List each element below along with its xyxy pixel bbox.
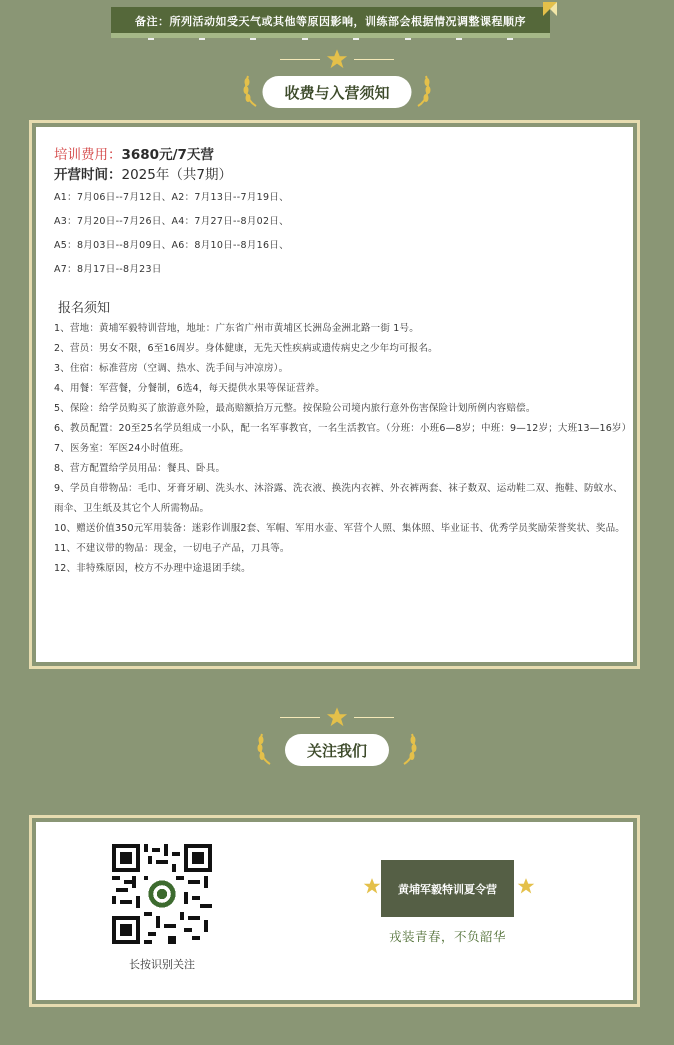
schedule-line: A1：7月06日--7月12日、A2：7月13日--7月19日、 xyxy=(54,192,289,203)
banner-dots xyxy=(111,38,550,41)
rule-item: 5、保险：给学员购买了旅游意外险，最高赔额拾万元整。按保险公司境内旅行意外伤害保险计划所例内容赔偿。 xyxy=(54,403,536,414)
rule-item: 6、教员配置：20至25名学员组成一小队，配一名军事教官，一名生活教官。（分班：小班6—8岁；中班：9—12岁；大班13—16岁） xyxy=(54,423,632,434)
open-row xyxy=(54,163,232,183)
follow-card-inner xyxy=(36,822,633,1000)
rule-item: 7、医务室：军医24小时值班。 xyxy=(54,443,190,454)
fees-card-inner xyxy=(36,127,633,662)
note-text: 备注：所列活动如受天气或其他等原因影响，训练部会根据情况调整课程顺序 xyxy=(135,15,526,28)
header-line-left xyxy=(280,59,320,60)
star-icon xyxy=(363,877,381,895)
qr-caption: 长按识别关注 xyxy=(129,958,195,971)
open-value: 2025年（共7期） xyxy=(121,167,232,183)
section-title-fees: 收费与入营须知 xyxy=(262,76,411,108)
rule-item: 11、不建议带的物品：现金，一切电子产品，刀具等。 xyxy=(54,543,290,554)
star-icon xyxy=(326,48,348,70)
slogan: 戎装青春，不负韶华 xyxy=(388,929,506,944)
corner-flag-icon xyxy=(541,0,559,18)
rules-title: 报名须知 xyxy=(58,301,111,316)
rule-item: 9、学员自带物品：毛巾、牙膏牙刷、洗头水、沐浴露、洗衣液、换洗内衣裤、外衣裤两套、袜子数双、运动鞋二双、拖鞋、防蚊水、雨伞、卫生纸及其它个人所需物品。 xyxy=(54,483,623,514)
header-line-right xyxy=(354,59,394,60)
rule-item: 12、非特殊原因，校方不办理中途退团手续。 xyxy=(54,563,251,574)
rule-item: 3、住宿：标准营房（空调、热水、洗手间与冲凉房）。 xyxy=(54,363,289,374)
qr-code-icon[interactable] xyxy=(112,844,212,944)
rule-item: 2、营员：男女不限，6至16周岁。身体健康，无先天性疾病或遗传病史之少年均可报名。 xyxy=(54,343,438,354)
section-header-follow xyxy=(0,706,674,776)
rule-item: 4、用餐：军营餐，分餐制，6选4，每天提供水果等保证营养。 xyxy=(54,383,325,394)
section-header-fees xyxy=(0,48,674,118)
schedule-line: A7：8月17日--8月23日 xyxy=(54,264,162,275)
open-label: 开营时间： xyxy=(54,167,122,183)
rule-item: 8、营方配置给学员用品：餐具、卧具。 xyxy=(54,463,226,474)
follow-card xyxy=(29,815,640,1007)
rule-item: 1、营地：黄埔军毅特训营地，地址：广东省广州市黄埔区长洲岛金洲北路一街 1号。 xyxy=(54,323,419,334)
fee-label: 培训费用： xyxy=(54,147,122,163)
schedule-line: A3：7月20日--7月26日、A4：7月27日--8月02日、 xyxy=(54,216,289,227)
laurel-right-icon xyxy=(398,730,418,766)
laurel-left-icon xyxy=(256,730,276,766)
section-title-follow: 关注我们 xyxy=(285,734,389,766)
fee-row xyxy=(54,143,214,163)
fee-value: 3680元/7天营 xyxy=(121,147,214,163)
star-icon xyxy=(517,877,535,895)
rules-list xyxy=(54,319,632,579)
header-line-right xyxy=(354,717,394,718)
schedule-line: A5：8月03日--8月09日、A6：8月10日--8月16日、 xyxy=(54,240,289,251)
brand-name-box: 黄埔军毅特训夏令营 xyxy=(381,860,514,917)
note-banner xyxy=(111,7,550,38)
laurel-left-icon xyxy=(242,72,262,108)
rule-item: 10、赠送价值350元军用装备：迷彩作训服2套、军帽、军用水壶、军营个人照、集体照、毕业证书、优秀学员奖励荣誉奖状、奖品。 xyxy=(54,523,625,534)
fees-card xyxy=(29,120,640,669)
header-star-row xyxy=(280,706,394,728)
header-line-left xyxy=(280,717,320,718)
header-star-row xyxy=(280,48,394,70)
star-icon xyxy=(326,706,348,728)
laurel-right-icon xyxy=(412,72,432,108)
